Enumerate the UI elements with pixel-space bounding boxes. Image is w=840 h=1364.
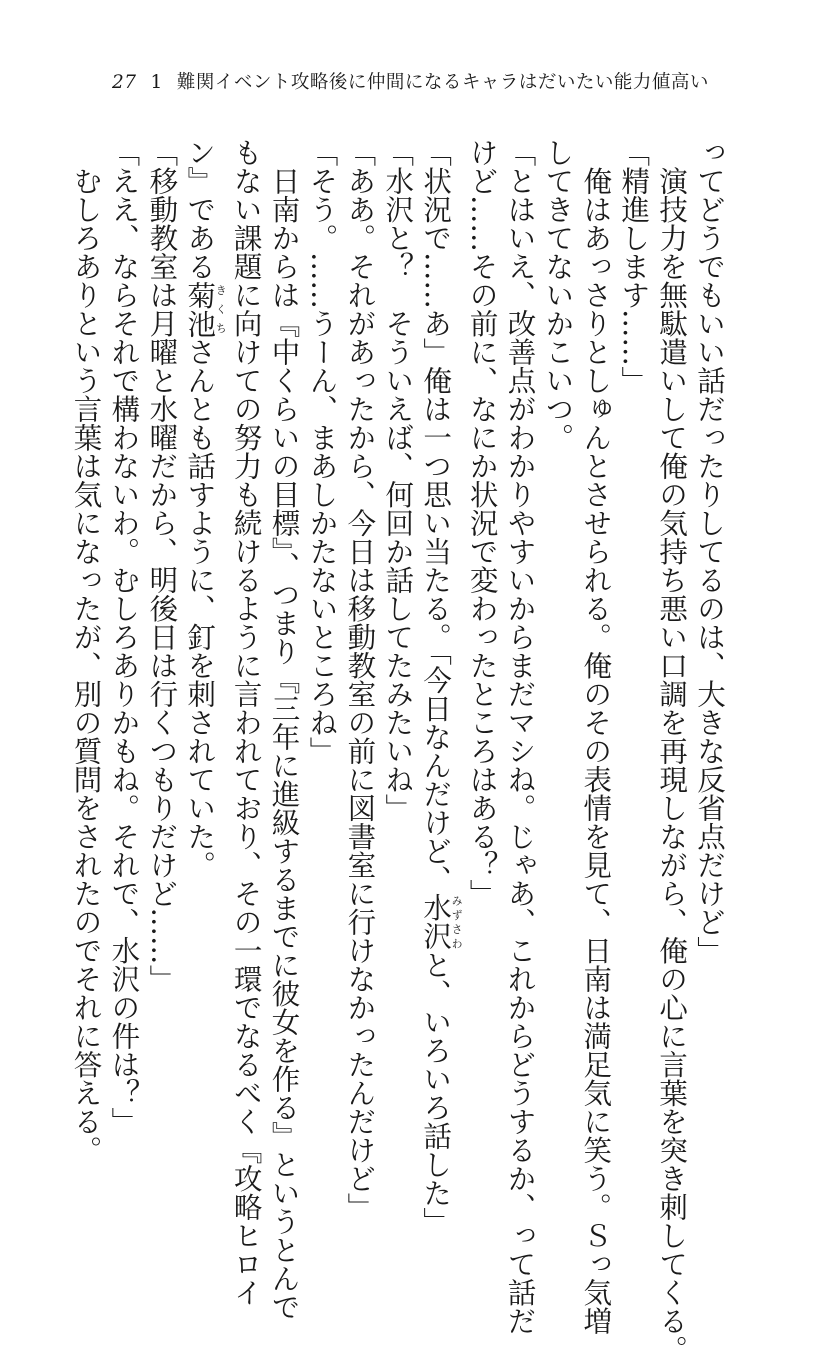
text-line: 「精進します……」 bbox=[617, 138, 651, 395]
page-number: 27 bbox=[112, 72, 137, 93]
text-line: もない課題に向けての努力も続けるように言われており、その一環でなるべく『攻略ヒロイ bbox=[229, 138, 263, 1307]
text-line: 「そう。……うーん、まあしかたないところね」 bbox=[305, 138, 339, 765]
chapter-title: 難関イベント攻略後に仲間になるキャラはだいたい能力値高い bbox=[176, 72, 709, 93]
text-segment: さんとも話すように、釘を刺されていた。 bbox=[183, 337, 217, 879]
text-line: 「移動教室は月曜と水曜だから、明後日は行くつもりだけど……」 bbox=[145, 138, 179, 993]
ruby-mizusawa bbox=[419, 893, 464, 951]
text-segment: と、いろいろ話した」 bbox=[419, 950, 453, 1236]
ruby-base: 水沢 bbox=[419, 893, 453, 951]
ruby-base: 菊池 bbox=[183, 280, 217, 338]
body-text bbox=[67, 138, 728, 1364]
text-line: ってどうでもいい話だったりしてるのは、大きな反省点だけど」 bbox=[693, 138, 726, 965]
text-line: 「水沢と？ そういえば、何回か話してたみたいね」 bbox=[381, 138, 415, 822]
text-line: してきてないかこいつ。 bbox=[541, 138, 575, 452]
text-line: 日南からは『中くらいの目標』、つまり『三年に進級するまでに彼女を作る』というとんで bbox=[267, 138, 301, 1321]
text-line bbox=[416, 138, 464, 1236]
text-line: 「ええ、ならそれで構わないわ。むしろありかもね。それで、水沢の件は？」 bbox=[107, 138, 141, 1136]
text-line bbox=[180, 138, 226, 1188]
ruby-kikuchi bbox=[183, 280, 228, 338]
text-segment: 「状況で……あ」俺は一つ思い当たる。「今日なんだけど、 bbox=[419, 138, 453, 894]
ruby-reading: みずさわ bbox=[450, 893, 464, 951]
running-head bbox=[112, 68, 709, 94]
text-line: けど……その前に、なにか状況で変わったところはある？」 bbox=[465, 138, 499, 908]
text-segment: ン』である bbox=[183, 138, 217, 281]
text-line: 「ああ。それがあったから、今日は移動教室の前に図書室に行けなかったんだけど」 bbox=[343, 138, 377, 1221]
text-line: むしろありという言葉は気になったが、別の質問をされたのでそれに答える。 bbox=[69, 138, 103, 1164]
chapter-number: 1 bbox=[150, 72, 163, 93]
text-line: 演技力を無駄遣いして俺の気持ち悪い口調を再現しながら、俺の心に言葉を突き刺してくる。 bbox=[655, 138, 689, 1364]
ruby-reading: きくち bbox=[214, 280, 228, 338]
text-line: 俺はあっさりとしゅんとさせられる。俺のその表情を見て、日南は満足気に笑う。Ｓっ気増 bbox=[579, 138, 613, 1335]
text-line: 「とはいえ、改善点がわかりやすいからまだマシね。じゃあ、これからどうするか、って話だ bbox=[503, 138, 537, 1335]
